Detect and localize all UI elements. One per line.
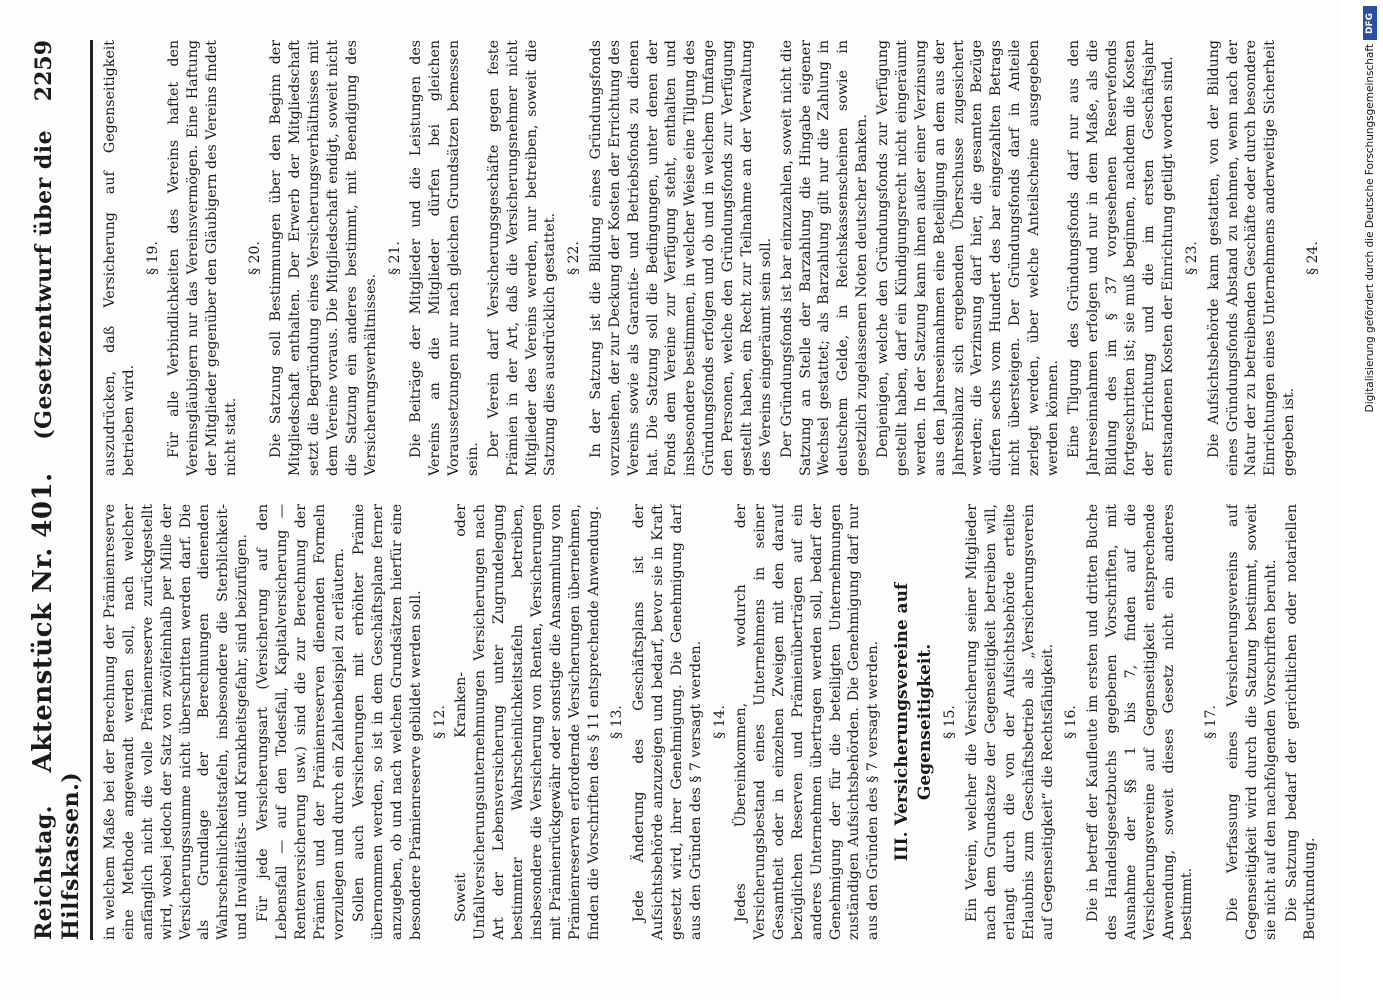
paragraph: Ein Verein, welcher die Versicherung seiner Mitglieder nach dem Grundsatze der Gegenseitigkeit betreiben will, erlangt durch die von der Aufsichtsbehörde erteilte Erlaubnis zum Geschäftsbetrieb als „Versicherungsverein auf Gegenseitigkeit“ die Rechtsfähigkeit. (964, 504, 1056, 940)
section-number: § 15. (942, 705, 959, 739)
paragraph: Eine Tilgung des Gründungsfonds darf nur aus den Jahreseinnahmen erfolgen und nur in dem Maße, als die Bildung des im § 37 vorgesehenen Reservefonds fortgeschritten ist; sie muß beginnen, nachdem die Kosten der Errichtung und die im ersten Geschäftsjahr entstandenen Kosten der Einrichtung getilgt worden sind. (1065, 40, 1177, 476)
paragraph: Die Satzung soll Bestimmungen über den Beginn der Mitgliedschaft enthalten. Der Erwerb der Mitgliedschaft setzt die Begründung eines Versicherungsverhältnisses mit dem Vereine voraus. Die Mitgliedschaft endigt, soweit nicht die Satzung ein anderes bestimmt, mit Beendigung des Versicherungsverhältnisses. (268, 40, 379, 476)
credit-text: Digitalisierung gefördert durch die Deutsche Forschungsgemeinschaft (1364, 44, 1376, 413)
digitization-credit (1361, 0, 1377, 1000)
chapter-heading: III. Versicherungsvereine auf Gegenseitigkeit. (892, 582, 935, 862)
paragraph: Die Verfassung eines Versicherungsvereins auf Gegenseitigkeit wird durch die Satzung bestimmt, soweit sie nicht auf den nachfolgenden Vorschriften beruht. (1224, 504, 1279, 940)
page-header (28, 40, 93, 940)
header-subject: (Gesetzentwurf über die Hilfskassen.) (31, 129, 84, 940)
section-number: § 17. (1203, 705, 1220, 739)
paragraph: Jedes Übereinkommen, wodurch der Versicherungsbestand eines Unternehmens in seiner Gesamtheit oder in einzelnen Zweigen mit den darauf bezüglichen Reserven und Prämienüberträgen auf ein anderes Unternehmen übertragen werden soll, bedarf der Genehmigung der für die beteiligten Unternehmungen zuständigen Aufsichtsbehörden. Die Genehmigung darf nur aus den Gründen des § 7 versagt werden. (733, 504, 882, 940)
paragraph: Soweit Kranken- oder Unfallversicherungsunternehmungen Versicherungen nach Art der Lebensversicherung unter Zugrundelegung bestimmter Wahrscheinlichkeitstafeln betreiben, insbesondere die Versicherung von Renten, Versicherungen mit Prämienrückgewähr oder sonstige die Ansammlung von Prämienreserven erfordernde Versicherungen übernehmen, finden die Vorschriften des § 11 entsprechende Anwendung. (453, 504, 602, 940)
page-number: 2259 (31, 40, 57, 102)
paragraph: Die Aufsichtsbehörde kann gestatten, von der Bildung eines Gründungsfonds Abstand zu nehmen, wenn nach der Natur der zu betreibenden Geschäfte oder durch besondere Einrichtungen eines Unternehmens anderweitige Sicherheit gegeben ist. (1205, 40, 1298, 476)
paragraph: Der Gründungsfonds ist bar einzuzahlen, soweit nicht die Satzung an Stelle der Barzahlung die Hingabe eigener Wechsel gestattet; als Barzahlung gilt nur die Zahlung in deutschem Gelde, in Reichskassenscheinen sowie in gesetzlich zugelassenen Noten deutscher Banken. (778, 40, 871, 476)
header-aktenstueck: Aktenstück Nr. 401. (28, 472, 58, 773)
paragraph: Sollen auch Versicherungen mit erhöhter Prämie übernommen werden, so ist in dem Geschäftsplane ferner anzugeben, ob und nach welchen Grundsätzen hierfür eine besondere Prämienreserve gebildet werden soll. (351, 504, 424, 940)
section-number: § 14. (711, 705, 728, 739)
paragraph: Die Satzung bedarf der gerichtlichen oder notariellen Beurkundung. (1283, 504, 1319, 940)
section-number: § 23. (1184, 241, 1201, 275)
paragraph: in welchem Maße bei der Berechnung der Prämienreserve eine Methode angewandt werden soll, nach welcher anfänglich nicht die volle Prämienreserve zurückgestellt wird, wobei jedoch der Satz von zwölfeinhalb per Mille der Versicherungssumme nicht überschritten werden darf. Die als Grundlage der Berechnungen dienenden Wahrscheinlichkeitstafeln, insbesondere die Sterblichkeit- und Invaliditäts- und Krankheitsgefahr, sind beizufügen. (102, 504, 251, 940)
paragraph: Für alle Verbindlichkeiten des Vereins haftet den Vereinsgläubigern nur das Vereinsvermögen. Eine Haftung der Mitglieder gegenüber den Gläubigern des Vereins findet nicht statt. (166, 40, 239, 476)
column-left (101, 504, 1321, 940)
paragraph: Die Beiträge der Mitglieder und die Leistungen des Vereins an die Mitglieder dürfen bei gleichen Voraussetzungen nur nach gleichen Grundsätzen bemessen sein. (408, 40, 481, 476)
paragraph: Der Verein darf Versicherungsgeschäfte gegen feste Prämien in der Art, daß die Versicherungsnehmer nicht Mitglieder des Vereins werden, nur betreiben, soweit die Satzung dies ausdrücklich gestattet. (485, 40, 559, 476)
paragraph: In der Satzung ist die Bildung eines Gründungsfonds vorzusehen, der zur Deckung der Kosten der Errichtung des Vereins sowie als Garantie- und Betriebsfonds zu dienen hat. Die Satzung soll die Bedingungen, unter denen der Fonds dem Vereine zur Verfügung steht, enthalten und insbesondere bestimmen, in welcher Weise eine Tilgung des Gründungsfonds erfolgen und ob und in welchem Umfange den Personen, welche den Gründungsfonds zur Verfügung gestellt haben, ein Recht zur Teilnahme an der Verwaltung des Vereins eingeräumt sein soll. (587, 40, 774, 476)
section-number: § 13. (609, 705, 626, 739)
paragraph: Denjenigen, welche den Gründungsfonds zur Verfügung gestellt haben, darf ein Kündigungsrecht nicht eingeräumt werden. In der Satzung kann ihnen außer einer Verzinsung aus den Jahreseinnahmen eine Beteiligung an dem aus der Jahresbilanz sich ergebenden Überschusse zugesichert werden; die Verzinsung darf hier, die gesamten Bezüge dürfen sechs vom Hundert des bar eingezahlten Betrags nicht übersteigen. Der Gründungsfonds darf in Anteile zerlegt werden, über welche Anteilscheine ausgegeben werden können. (875, 40, 1061, 476)
section-number: § 21. (386, 241, 403, 275)
section-number: § 22. (566, 241, 583, 275)
paragraph: Für jede Versicherungsart (Versicherung auf den Lebensfall — auf den Todesfall, Kapitalversicherung — Rentenversicherung usw.) sind die zur Berechnung der Prämien und der Prämienreserven dienenden Formeln vorzulegen und durch ein Zahlenbeispiel zu erläutern. (255, 504, 347, 940)
paragraph: Jede Änderung des Geschäftsplans ist der Aufsichtsbehörde anzuzeigen und bedarf, bevor sie in Kraft gesetzt wird, ihrer Genehmigung. Die Genehmigung darf aus den Gründen des § 7 versagt werden. (631, 504, 704, 940)
header-reichstag: Reichstag. (31, 805, 57, 940)
section-number: § 24. (1305, 241, 1321, 275)
section-number: § 19. (144, 241, 161, 275)
header-title (28, 101, 84, 940)
section-number: § 20. (246, 241, 263, 275)
section-number: § 16. (1063, 705, 1080, 739)
column-right (101, 40, 1321, 476)
paragraph: auszudrücken, daß Versicherung auf Gegenseitigkeit betrieben wird. (102, 40, 137, 476)
paragraph: Die in betreff der Kaufleute im ersten und dritten Buche des Handelsgesetzbuchs gegebenen Vorschriften, mit Ausnahme der §§ 1 bis 7, finden auf die Versicherungsvereine auf Gegenseitigkeit entsprechende Anwendung, soweit dieses Gesetz nicht ein anderes bestimmt. (1085, 504, 1196, 940)
dfg-logo-icon: DFG (1363, 6, 1377, 40)
section-number: § 12. (431, 705, 448, 739)
